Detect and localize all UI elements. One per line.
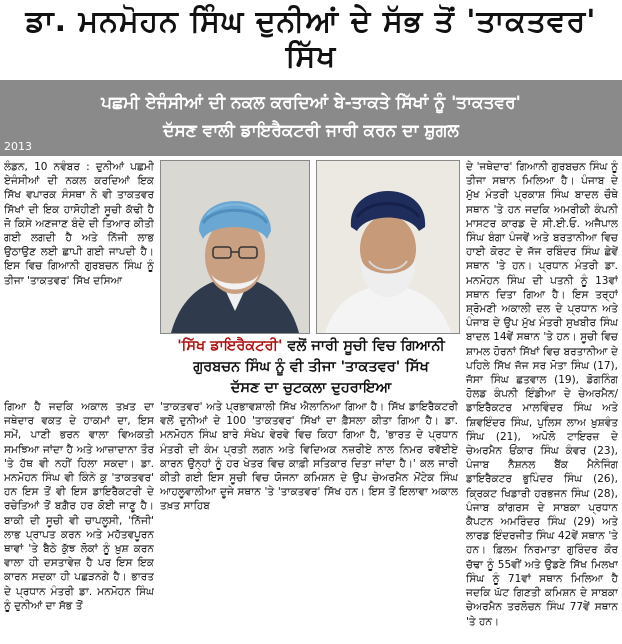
headline: ਡਾ. ਮਨਮੋਹਨ ਸਿੰਘ ਦੁਨੀਆਂ ਦੇ ਸੱਭ ਤੋਂ 'ਤਾਕਤਵਰ' ਸਿੱਖ (25, 4, 597, 74)
photo-giani-gurbachan-singh (316, 160, 460, 334)
subheadline-banner (0, 80, 622, 156)
pullquote-line-2: ਗੁਰਬਚਨ ਸਿੰਘ ਨੂੰ ਵੀ ਤੀਜਾ 'ਤਾਕਤਵਰ' ਸਿੱਖ (193, 359, 429, 375)
pullquote-line-1 (161, 336, 461, 357)
pullquote-highlight: 'ਸਿੱਖ ਡਾਇਰੈਕਟਰੀ' (177, 338, 283, 354)
photo-manmohan-singh (160, 160, 310, 334)
pullquote (161, 336, 461, 398)
article-column-1-top: ਲੰਡਨ, 10 ਨਵੰਬਰ : ਦੁਨੀਆਂ ਪਛਮੀ ਏਜੰਸੀਆਂ ਦੀ ਨਕਲ ਕਰਦਿਆਂ ਇਕ ਸਿੱਖ ਵਪਾਰਕ ਸੰਸਥਾ ਨੇ ਵੀ ਤਾਕਤਵਰ ਸਿੱਖਾਂ ਦੀ ਇਕ ਹਾਸੋਹੀਣੀ ਸੂਚੀ ਕੱਢੀ ਹੈ ਜੋ ਕਿਸੇ ਅਣਜਾਣ ਬੰਦੇ ਦੀ ਤਿਆਰ ਕੀਤੀ ਗਈ ਲਗਦੀ ਹੈ ਅਤੇ ਨਿੱਜੀ ਲਾਭ ਉਠਾਉਣ ਲਈ ਛਾਪੀ ਗਈ ਜਾਪਦੀ ਹੈ। ਇਸ ਵਿਚ ਗਿਆਨੀ ਗੁਰਬਚਨ ਸਿੰਘ ਨੂੰ ਤੀਜਾ 'ਤਾਕਤਵਰ' ਸਿੱਖ ਦਸਿਆ (4, 161, 154, 287)
article-column-2-bottom: 'ਤਾਕਤਵਰ' ਅਤੇ ਪ੍ਰਭਾਵਸ਼ਾਲੀ ਸਿੱਖ ਐਲਾਨਿਆ ਗਿਆ ਹੈ। ਸਿੱਖ ਡਾਇਰੈਕਟਰੀ ਵਲੋਂ ਦੁਨੀਆਂ ਦੇ 100 'ਤਾਕਤਵਰ' ਸਿੱਖਾਂ ਦਾ ਫ਼ੈਸਲਾ ਕੀਤਾ ਗਿਆ ਹੈ। ਡਾ. ਮਨਮੋਹਨ ਸਿੰਘ ਬਾਰੇ ਸੰਖੇਪ ਵੇਰਵੇ ਵਿਚ ਕਿਹਾ ਗਿਆ ਹੈ, 'ਭਾਰਤ ਦੇ ਪ੍ਰਧਾਨ ਮੰਤਰੀ ਦੀ ਕੰਮ ਪ੍ਰਤੀ ਲਗਨ ਅਤੇ ਵਿਦਿਅਕ ਨਜ਼ਰੀਏ ਨਾਲ ਨਿਮਰ ਰਵੱਈਏ ਕਾਰਨ ਉਨ੍ਹਾਂ ਨੂੰ ਹਰ ਖੇਤਰ ਵਿਚ ਕਾਫ਼ੀ ਸਤਿਕਾਰ ਦਿਤਾ ਜਾਂਦਾ ਹੈ।' ਕਲ ਜਾਰੀ ਕੀਤੀ ਗਈ ਇਸ ਸੂਚੀ ਵਿਚ ਯੋਜਨਾ ਕਮਿਸ਼ਨ ਦੇ ਉਪ ਚੇਅਰਮੈਨ ਮੋਂਟੇਕ ਸਿੰਘ ਆਹਲੂਵਾਲੀਆ ਦੂਜੇ ਸਥਾਨ 'ਤੇ 'ਤਾਕਤਵਰ' ਸਿੱਖ ਹਨ। ਇਸ ਤੋਂ ਇਲਾਵਾ ਅਕਾਲ ਤਖ਼ਤ ਸਾਹਿਬ (160, 401, 458, 513)
article-column-1-bottom: ਗਿਆ ਹੈ ਜਦਕਿ ਅਕਾਲ ਤਖ਼ਤ ਦਾ ਜਥੇਦਾਰ ਵਕਤ ਦੇ ਹਾਕਮਾਂ ਦਾ, ਇਸ ਸਮੇਂ, ਪਾਣੀ ਭਰਨ ਵਾਲਾ ਵਿਅਕਤੀ ਸਮਝਿਆ ਜਾਂਦਾ ਹੈ ਅਤੇ ਆਜ਼ਾਦਾਨਾ ਤੌਰ 'ਤੇ ਹੱਥ ਵੀ ਨਹੀਂ ਹਿਲਾ ਸਕਦਾ। ਡਾ. ਮਨਮੋਹਨ ਸਿੰਘ ਵੀ ਕਿੰਨੇ ਕੁ 'ਤਾਕਤਵਰ' ਹਨ ਇਸ ਤੋਂ ਵੀ ਇਸ ਡਾਇਰੈਕਟਰੀ ਦੇ ਰਚੇਤਿਆਂ ਤੋਂ ਬਗ਼ੈਰ ਹਰ ਕੋਈ ਜਾਣੂ ਹੈ। ਬਾਕੀ ਦੀ ਸੂਚੀ ਵੀ ਚਾਪਲੂਸੀ, 'ਨਿੱਜੀ' ਲਾਭ ਪ੍ਰਾਪਤ ਕਰਨ ਅਤੇ ਮਹੱਤਵਪੂਰਨ ਥਾਵਾਂ 'ਤੇ ਬੈਠੇ ਕੁੱਝ ਲੋਕਾਂ ਨੂੰ ਖ਼ੁਸ਼ ਕਰਨ ਵਾਲਾ ਹੀ ਦਸਤਾਵੇਜ਼ ਹੈ ਪਰ ਇਸ ਇਕ ਕਾਰਨ ਸਦਕਾ ਹੀ ਪਛੜਨਗੇ ਹੈ। ਭਾਰਤ ਦੇ ਪ੍ਰਧਾਨ ਮੰਤਰੀ ਡਾ. ਮਨਮੋਹਨ ਸਿੰਘ ਨੂੰ ਦੁਨੀਆਂ ਦਾ ਸੱਭ ਤੋਂ (4, 401, 154, 612)
pullquote-line-1-rest: ਵਲੋਂ ਜਾਰੀ ਸੂਚੀ ਵਿਚ ਗਿਆਨੀ (282, 338, 445, 354)
pullquote-line-3: ਦੱਸਣ ਦਾ ਚੁਟਕਲਾ ਦੁਹਰਾਇਆ (230, 380, 392, 396)
year-label: 2013 (4, 140, 32, 153)
article-column-3: ਦੇ 'ਜਥੇਦਾਰ' ਗਿਆਨੀ ਗੁਰਬਚਨ ਸਿੰਘ ਨੂੰ ਤੀਜਾ ਸਥਾਨ ਮਿਲਿਆ ਹੈ। ਪੰਜਾਬ ਦੇ ਮੁੱਖ ਮੰਤਰੀ ਪ੍ਰਕਾਸ਼ ਸਿੰਘ ਬਾਦਲ ਚੌਥੇ ਸਥਾਨ 'ਤੇ ਹਨ ਜਦਕਿ ਅਮਰੀਕੀ ਕੰਪਨੀ ਮਾਸਟਰ ਕਾਰਡ ਦੇ ਸੀ.ਈ.ਓ. ਅਜੈਪਾਲ ਸਿੰਘ ਬੰਗਾ ਪੰਜਵੇਂ ਅਤੇ ਬਰਤਾਨੀਆ ਵਿਚ ਹਾਈ ਕੋਰਟ ਦੇ ਜੱਜ ਰਬਿੰਦਰ ਸਿੰਘ ਛੇਵੇਂ ਸਥਾਨ 'ਤੇ ਹਨ। ਪ੍ਰਧਾਨ ਮੰਤਰੀ ਡਾ. ਮਨਮੋਹਨ ਸਿੰਘ ਦੀ ਪਤਨੀ ਨੂੰ 13ਵਾਂ ਸਥਾਨ ਦਿਤਾ ਗਿਆ ਹੈ। ਇਸ ਤਰ੍ਹਾਂ ਸ਼੍ਰੋਮਣੀ ਅਕਾਲੀ ਦਲ ਦੇ ਪ੍ਰਧਾਨ ਅਤੇ ਪੰਜਾਬ ਦੇ ਉਪ ਮੁੱਖ ਮੰਤਰੀ ਸੁਖਬੀਰ ਸਿੰਘ ਬਾਦਲ 14ਵੇਂ ਸਥਾਨ 'ਤੇ ਹਨ। ਸੂਚੀ ਵਿਚ ਸ਼ਾਮਲ ਹੋਰਨਾਂ ਸਿੱਖਾਂ ਵਿਚ ਬਰਤਾਨੀਆ ਦੇ ਪਹਿਲੇ ਸਿੱਖ ਜੱਜ ਸਰ ਮੋਤਾ ਸਿੰਘ (17), ਜੱਸਾ ਸਿੰਘ ਛਤਵਾਲ (19), ਡੋਗਨਿੰਗ ਹੋਲਡ ਕੰਪਨੀ ਇੰਡੀਆ ਦੇ ਚੇਅਰਮੈਨ/ਡਾਇਰੈਕਟਰ ਮਾਲਵਿੰਦਰ ਸਿੰਘ ਅਤੇ ਸ਼ਿਵਇੰਦਰ ਸਿੰਘ, ਪੁਲਿਸ ਲਾਅ ਖ਼ੁਸ਼ਵੰਤ ਸਿੰਘ (21), ਅਪੋਲੋ ਟਾਇਰਜ਼ ਦੇ ਚੇਅਰਮੈਨ ਓਂਕਾਰ ਸਿੰਘ ਕੰਵਰ (23), ਪੰਜਾਬ ਨੈਸ਼ਨਲ ਬੈਂਕ ਮੈਨੇਜਿੰਗ ਡਾਇਰੈਕਟਰ ਭੁਪਿੰਦਰ ਸਿੰਘ (26), ਕ੍ਰਿਕਟ ਖਿਡਾਰੀ ਹਰਭਜਨ ਸਿੰਘ (28), ਪੰਜਾਬ ਕਾਂਗਰਸ ਦੇ ਸਾਬਕਾ ਪ੍ਰਧਾਨ ਕੈਪਟਨ ਅਮਰਿੰਦਰ ਸਿੰਘ (29) ਅਤੇ ਲਾਰਡ ਇੰਦਰਜੀਤ ਸਿੰਘ 42ਵੇਂ ਸਥਾਨ 'ਤੇ ਹਨ। ਫ਼ਿਲਮ ਨਿਰਮਾਤਾ ਗੁਰਿੰਦਰ ਕੌਰ ਚੱਢਾ ਨੂੰ 55ਵੀਂ ਅਤੇ ਉਡਣੇ ਸਿੱਖ ਮਿਲਖਾ ਸਿੰਘ ਨੂੰ 71ਵਾਂ ਸਥਾਨ ਮਿਲਿਆ ਹੈ ਜਦਕਿ ਘੱਟ ਗਿਣਤੀ ਕਮਿਸ਼ਨ ਦੇ ਸਾਬਕਾ ਚੇਅਰਮੈਨ ਤਰਲੋਚਨ ਸਿੰਘ 77ਵੇਂ ਸਥਾਨ 'ਤੇ ਹਨ। (466, 161, 618, 628)
subheadline-line-1: ਪਛਮੀ ਏਜੰਸੀਆਂ ਦੀ ਨਕਲ ਕਰਦਿਆਂ ਬੇ-ਤਾਕਤੇ ਸਿੱਖਾਂ ਨੂੰ 'ਤਾਕਤਵਰ' (101, 93, 521, 113)
subheadline-line-2: ਦੱਸਣ ਵਾਲੀ ਡਾਇਰੈਕਟਰੀ ਜਾਰੀ ਕਰਨ ਦਾ ਸ਼ੁਗਲ (163, 121, 459, 141)
